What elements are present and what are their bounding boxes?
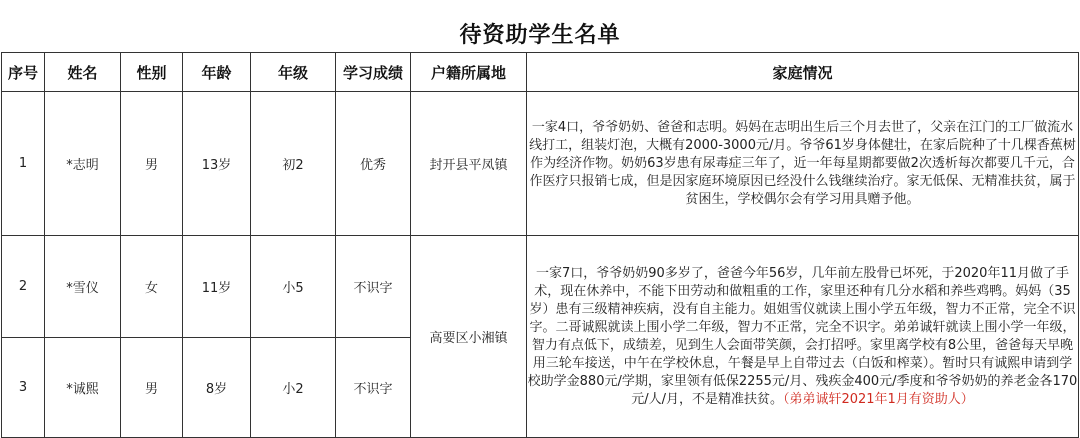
header-name: 姓名 [45,53,121,92]
header-no: 序号 [2,53,45,92]
student-name: *诚熙 [45,338,121,438]
student-grade: 小2 [251,338,336,438]
shared-family-situation [527,236,1079,438]
student-gender: 男 [121,92,183,236]
student-score: 优秀 [336,92,411,236]
student-table [1,52,1079,438]
student-hometown: 封开县平凤镇 [411,92,527,236]
student-age: 11岁 [183,236,251,338]
page-title: 待资助学生名单 [459,23,621,48]
row-number: 3 [2,338,45,438]
student-score: 不识字 [336,338,411,438]
sponsor-note: （弟弟诚轩2021年1月有资助人） [782,391,974,407]
student-grade: 小5 [251,236,336,338]
student-age: 8岁 [183,338,251,438]
student-score: 不识字 [336,236,411,338]
student-gender: 男 [121,338,183,438]
student-gender: 女 [121,236,183,338]
row-number: 1 [2,92,45,236]
row-number: 2 [2,236,45,338]
header-grade: 年级 [251,53,336,92]
student-age: 13岁 [183,92,251,236]
table-row [2,92,1079,236]
student-name: *志明 [45,92,121,236]
header-gender: 性别 [121,53,183,92]
table-row [2,236,1079,338]
shared-hometown: 高要区小湘镇 [411,236,527,438]
student-grade: 初2 [251,92,336,236]
family-situation: 一家4口，爷爷奶奶、爸爸和志明。妈妈在志明出生后三个月去世了，父亲在江门的工厂做流水线打工，组装灯泡，大概有2000-3000元/月。爷爷61岁身体健壮，在家后院种了十几棵香蕉树作为经济作物。奶奶63岁患有尿毒症三年了，近一年每星期都要做2次透析每次都要几千元，合作医疗只报销七成，但是因家庭环境原因已经没什么钱继续治疗。家无低保、无精准扶贫，属于贫困生，学校偶尔会有学习用具赠予他。 [527,92,1079,236]
header-hometown: 户籍所属地 [411,53,527,92]
header-family: 家庭情况 [527,53,1079,92]
student-name: *雪仪 [45,236,121,338]
family-text: 一家7口，爷爷奶奶90多岁了，爸爸今年56岁，几年前左股骨已坏死，于2020年11月做了手术，现在休养中，不能下田劳动和做粗重的工作，家里还种有几分水稻和养些鸡鸭。妈妈（35岁）患有三级精神疾病，没有自主能力。姐姐雪仪就读上围小学五年级，智力不正常，完全不识字。二哥诚熙就读上围小学二年级，智力不正常，完全不识字。弟弟诚轩就读上围小学一年级，智力有点低下，成绩差，见到生人会面带笑颜，会打招呼。家里离学校有8公里，爸爸每天早晚用三轮车接送，中午在学校休息，午餐是早上自带过去（白饭和榨菜）。暂时只有诚熙申请到学校助学金880元/学期，家里领有低保2255元/月、残疾金400元/季度和爷爷奶奶的养老金各170元/人/月，不是精准扶贫。 [527,265,1078,407]
header-age: 年龄 [183,53,251,92]
header-score: 学习成绩 [336,53,411,92]
header-row [2,53,1079,92]
